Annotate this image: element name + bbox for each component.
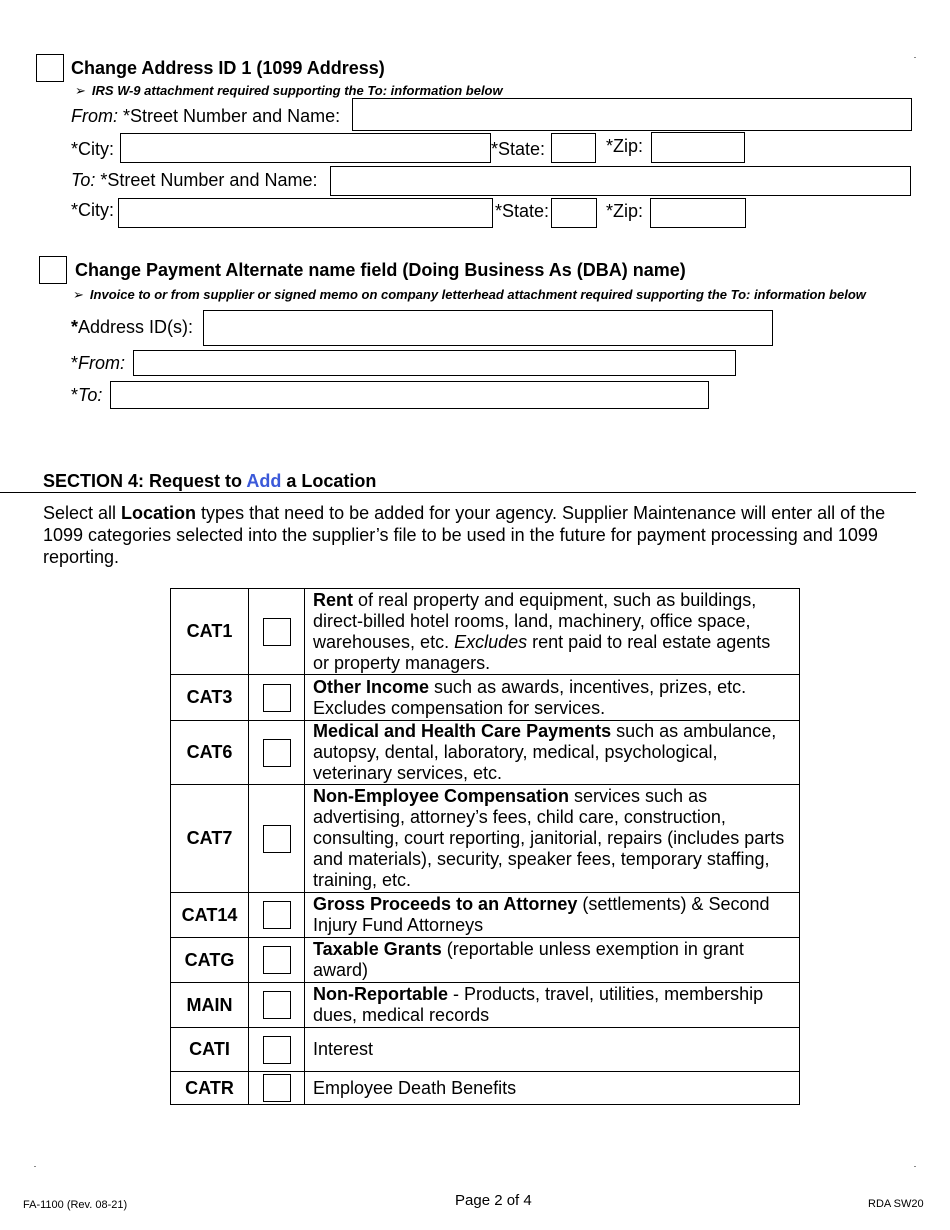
category-checkbox-cell (249, 938, 305, 983)
category-desc-bold: Non-Employee Compensation (313, 786, 570, 806)
category-description (305, 785, 800, 893)
category-desc-bold: Gross Proceeds to an Attorney (313, 894, 578, 914)
required-star: * (71, 317, 79, 337)
to-zip-input[interactable] (650, 198, 746, 228)
category-description (305, 983, 800, 1028)
address-ids-label-text: Address ID(s): (78, 317, 194, 337)
to-street-input[interactable] (330, 166, 911, 196)
category-checkbox-cell (249, 785, 305, 893)
category-desc-bold: Medical and Health Care Payments (313, 721, 612, 741)
address-ids-label (71, 317, 193, 338)
from-street-label (71, 106, 340, 127)
street-label-text: *Street Number and Name: (100, 170, 318, 190)
category-row (171, 589, 800, 675)
category-row (171, 1028, 800, 1072)
from-street-input[interactable] (352, 98, 912, 131)
category-row (171, 938, 800, 983)
change-dba-title: Change Payment Alternate name field (Doing Business As (DBA) name) (75, 260, 686, 280)
category-code: CAT1 (171, 589, 249, 675)
from-zip-input[interactable] (651, 132, 745, 163)
section-4-heading (43, 471, 376, 492)
to-state-input[interactable] (551, 198, 597, 228)
category-description (305, 1072, 800, 1105)
category-desc-text: rent paid to real estate agents or property managers. (313, 631, 771, 673)
category-checkbox-cell (249, 589, 305, 675)
category-code: CAT14 (171, 893, 249, 938)
category-checkbox-cell (249, 1028, 305, 1072)
category-checkbox-cell (249, 675, 305, 721)
category-checkbox-cell (249, 893, 305, 938)
category-row (171, 893, 800, 938)
page-number: Page 2 of 4 (455, 1192, 532, 1209)
category-code: CAT6 (171, 721, 249, 785)
category-desc-bold: Non-Reportable (313, 984, 448, 1004)
category-checkbox[interactable] (263, 946, 291, 974)
corner-mark (34, 1166, 36, 1167)
from-city-input[interactable] (120, 133, 491, 163)
category-code: CATG (171, 938, 249, 983)
category-description (305, 721, 800, 785)
category-row (171, 675, 800, 721)
change-address-title: Change Address ID 1 (1099 Address) (71, 58, 385, 78)
dba-to-input[interactable] (110, 381, 709, 409)
arrow-bullet-icon: ➢ (73, 287, 84, 302)
address-ids-input[interactable] (203, 310, 773, 346)
section-4-heading-add: Add (246, 471, 282, 491)
category-checkbox[interactable] (263, 1074, 291, 1102)
dba-to-label-text: To: (78, 385, 103, 405)
category-code: CAT3 (171, 675, 249, 721)
change-dba-note (73, 287, 866, 303)
change-address-note (75, 83, 503, 99)
section-divider (0, 492, 916, 493)
category-checkbox[interactable] (263, 825, 291, 853)
corner-mark (914, 1166, 916, 1167)
section-4-heading-post: a Location (281, 471, 377, 491)
category-row (171, 785, 800, 893)
to-city-label: *City: (71, 200, 115, 220)
category-description (305, 675, 800, 721)
category-description (305, 893, 800, 938)
category-code: CATI (171, 1028, 249, 1072)
category-checkbox[interactable] (263, 901, 291, 929)
category-checkbox[interactable] (263, 991, 291, 1019)
change-address-note-text: IRS W-9 attachment required supporting the To: information below (91, 83, 503, 98)
category-desc-text: Employee Death Benefits (313, 1077, 517, 1098)
category-row (171, 721, 800, 785)
arrow-bullet-icon: ➢ (75, 83, 86, 98)
category-checkbox-cell (249, 721, 305, 785)
category-checkbox[interactable] (263, 1036, 291, 1064)
category-checkbox[interactable] (263, 618, 291, 646)
category-code: CATR (171, 1072, 249, 1105)
form-id: FA-1100 (Rev. 08-21) (23, 1199, 128, 1211)
to-prefix: To: (71, 170, 96, 190)
category-code: CAT7 (171, 785, 249, 893)
category-desc-text: services such as advertising, attorney’s fees, child care, construction, consulting, court reporting, janitorial, repairs (includes parts and materials), security, speaker fees, temporary staffing, training, etc. (313, 786, 785, 890)
category-row (171, 983, 800, 1028)
category-checkbox-cell (249, 1072, 305, 1105)
to-state-label: *State: (495, 201, 550, 221)
category-row (171, 1072, 800, 1105)
change-dba-checkbox[interactable] (39, 256, 67, 284)
category-desc-bold: Rent (313, 589, 353, 610)
to-street-label (71, 170, 317, 191)
from-zip-label: *Zip: (606, 136, 644, 156)
category-desc-text: Interest (313, 1039, 374, 1059)
dba-from-input[interactable] (133, 350, 736, 376)
from-prefix: From: (71, 106, 118, 126)
required-star: * (71, 385, 79, 405)
dba-to-label (71, 385, 102, 406)
category-desc-text: - Products, travel, utilities, membership dues, medical records (313, 984, 764, 1025)
from-state-label: *State: (491, 139, 546, 159)
category-table (170, 588, 800, 1105)
category-desc-text: such as ambulance, autopsy, dental, laboratory, medical, psychological, veterinary services, etc. (313, 721, 777, 783)
from-state-input[interactable] (551, 133, 596, 163)
category-code: MAIN (171, 983, 249, 1028)
para-text: Select all (43, 503, 122, 523)
category-checkbox[interactable] (263, 739, 291, 767)
category-desc-text: (reportable unless exemption in grant award) (313, 939, 744, 980)
category-desc-text: of real property and equipment, such as buildings, direct-billed hotel rooms, land, machinery, office space, warehouses, etc. (313, 589, 757, 652)
category-desc-text: such as awards, incentives, prizes, etc. Excludes compensation for services. (313, 676, 747, 718)
category-desc-bold: Other Income (313, 676, 430, 697)
category-description (305, 938, 800, 983)
required-star: * (71, 353, 79, 373)
category-description (305, 589, 800, 675)
to-city-input[interactable] (118, 198, 493, 228)
category-checkbox[interactable] (263, 684, 291, 712)
from-city-label: *City: (71, 139, 115, 159)
category-description (305, 1028, 800, 1072)
dba-from-label-text: From: (78, 353, 126, 373)
dba-from-label (71, 353, 125, 374)
change-address-checkbox[interactable] (36, 54, 64, 82)
form-code: RDA SW20 (868, 1198, 924, 1210)
street-label-text: *Street Number and Name: (123, 106, 341, 126)
para-bold: Location (121, 503, 197, 523)
section-4-instructions (43, 502, 903, 568)
category-desc-text: (settlements) & Second Injury Fund Attorneys (313, 894, 770, 935)
change-dba-note-text: Invoice to or from supplier or signed memo on company letterhead attachment required supporting the To: information below (89, 287, 866, 302)
to-zip-label: *Zip: (606, 201, 644, 221)
para-text: types that need to be added for your agency. Supplier Maintenance will enter all of the 1099 categories selected into the supplier’s file to be used in the future for payment processing and 1099 reporting. (43, 503, 886, 567)
category-checkbox-cell (249, 983, 305, 1028)
category-desc-bold: Taxable Grants (313, 939, 442, 959)
category-desc-italic: Excludes (454, 631, 528, 652)
corner-mark (914, 57, 916, 58)
section-4-heading-pre: SECTION 4: Request to (43, 471, 247, 491)
